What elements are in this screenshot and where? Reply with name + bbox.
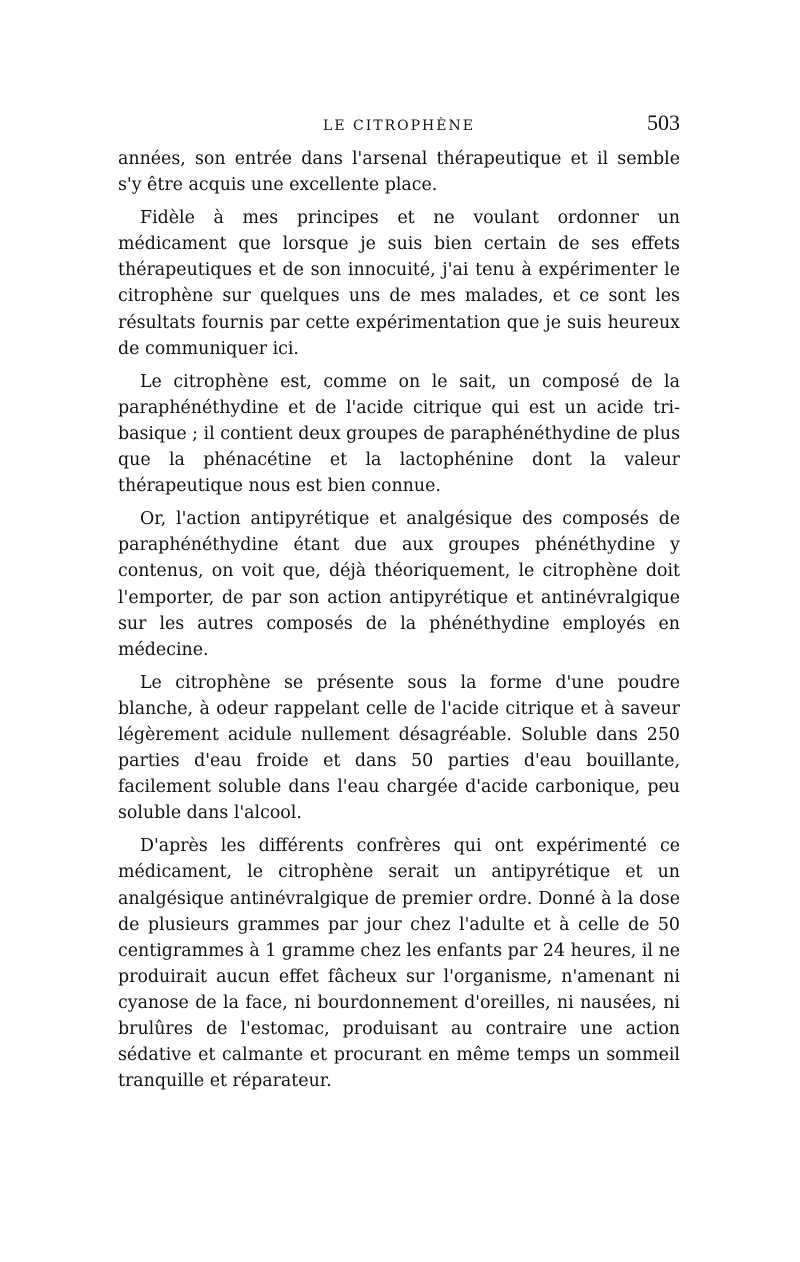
paragraph-continuation: années, son entrée dans l'arsenal thérapeutique et il semble s'y être acquis une excellente place. — [118, 149, 680, 196]
page-number: 503 — [647, 110, 680, 135]
body-text — [118, 146, 680, 1101]
running-title: LE CITROPHÈNE — [323, 118, 475, 134]
paragraph: Le citrophène est, comme on le sait, un composé de la paraphénéthydine et de l'acide citrique qui est un acide tri-basique ; il contient deux groupes de paraphénéthydine de plus que la phénacétine et la lactophénine dont la valeur thérapeutique nous est bien connue. — [118, 371, 680, 497]
paragraph: Le citrophène se présente sous la forme d'une poudre blanche, à odeur rappelant celle de l'acide citrique et à saveur légèrement acidule nullement désagréable. Soluble dans 250 parties d'eau froide et dans 50 parties d'eau bouillante, facilement soluble dans l'eau chargée d'acide carbonique, peu soluble dans l'alcool. — [118, 672, 680, 824]
paragraph: D'après les différents confrères qui ont expérimenté ce médicament, le citrophène serait un antipyrétique et un analgésique antinévralgique de premier ordre. Donné à la dose de plusieurs grammes par jour chez l'adulte et à celle de 50 centigrammes à 1 gramme chez les enfants par 24 heures, il ne produirait aucun effet fâcheux sur l'organisme, n'amenant ni cyanose de la face, ni bourdonnement d'oreilles, ni nausées, ni brulûres de l'estomac, produisant au contraire une action sédative et calmante et procurant en même temps un sommeil tranquille et réparateur. — [118, 836, 681, 1092]
paragraph: Or, l'action antipyrétique et analgésique des composés de paraphénéthydine étant due aux groupes phénéthydine y contenus, on voit que, déjà théoriquement, le citrophène doit l'emporter, de par son action antipyrétique et antinévralgique sur les autres composés de la phénéthydine employés en médecine. — [118, 509, 680, 660]
paragraph: Fidèle à mes principes et ne voulant ordonner un médicament que lorsque je suis bien certain de ses effets thérapeutiques et de son innocuité, j'ai tenu à expérimenter le citrophène sur quelques uns de mes malades, et ce sont les résultats fournis par cette expérimentation que je suis heureux de communiquer ici. — [118, 208, 680, 359]
running-head — [118, 110, 680, 144]
